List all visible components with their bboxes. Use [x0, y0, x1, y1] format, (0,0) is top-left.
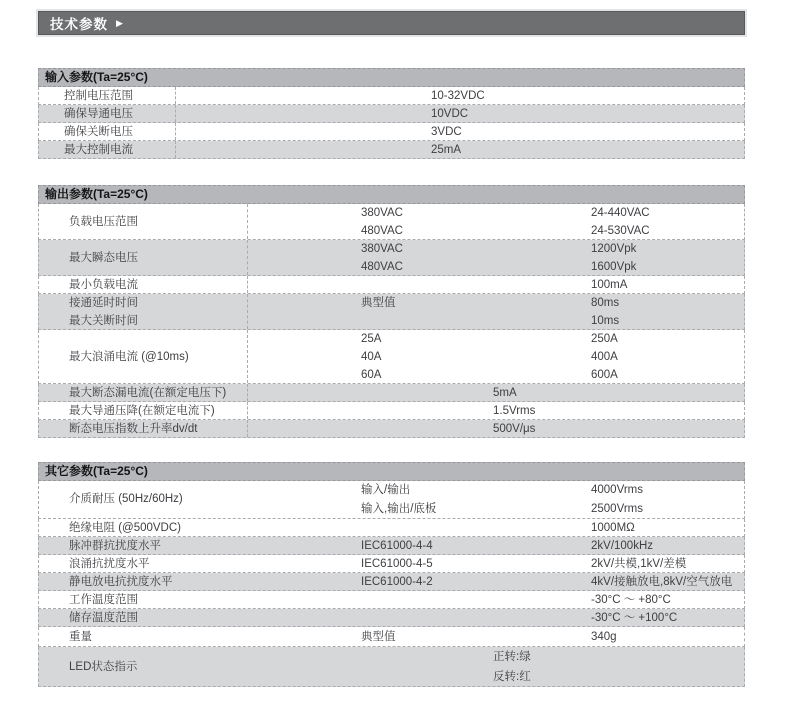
param-value: 10-32VDC [431, 89, 485, 102]
param-value: 340g [591, 630, 617, 643]
param-value: 2kV/100kHz [591, 539, 654, 552]
param-condition [248, 519, 531, 536]
param-value: 1200Vpk 1600Vpk [591, 242, 637, 273]
table-row [38, 240, 745, 276]
param-value: 24-440VAC 24-530VAC [591, 206, 650, 237]
param-label: 最大导通压降(在额定电流下) [39, 402, 248, 419]
param-value: 10VDC [431, 107, 469, 120]
table-row [38, 555, 745, 573]
other-params-table [38, 462, 745, 687]
param-label: 最大瞬态电压 [39, 240, 248, 275]
page-title: 技术参数 [50, 17, 108, 32]
param-label: 脉冲群抗扰度水平 [69, 539, 161, 552]
param-condition [248, 591, 531, 608]
table-row [38, 141, 745, 159]
param-value: 25mA [431, 143, 462, 156]
param-value: 4kV/接触放电,8kV/空气放电 [591, 575, 733, 588]
param-label: 确保关断电压 [39, 123, 176, 140]
param-label: 负载电压范围 [39, 204, 248, 239]
param-condition: IEC61000-4-2 [361, 575, 433, 588]
param-label: 最小负载电流 [39, 276, 248, 293]
param-label: 储存温度范围 [69, 611, 138, 624]
param-label: 最大控制电流 [39, 141, 176, 158]
table-row [38, 402, 745, 420]
param-value: 250A 400A 600A [591, 332, 618, 381]
param-condition: 典型值 [361, 630, 396, 643]
param-condition [248, 276, 531, 293]
table-row [38, 537, 745, 555]
param-label: 介质耐压 (50Hz/60Hz) [69, 493, 183, 505]
param-label: 确保导通电压 [39, 105, 176, 122]
table-row [38, 420, 745, 438]
param-value: -30°C ～ +80°C [591, 593, 671, 606]
table-row [38, 384, 745, 402]
table-row [38, 330, 745, 384]
param-value: 5mA [493, 386, 517, 399]
param-condition: 380VAC 480VAC [361, 242, 403, 273]
table-section-header: 输出参数(Ta=25°C) [38, 185, 745, 204]
table-row [38, 105, 745, 123]
table-row [38, 294, 745, 330]
param-condition: 输入/输出 输入,输出/底板 [361, 483, 437, 515]
table-row [38, 519, 745, 537]
table-section-header: 其它参数(Ta=25°C) [38, 462, 745, 481]
tech-params-title-bar [38, 11, 745, 35]
output-params-table [38, 185, 745, 438]
table-row [38, 87, 745, 105]
table-row [38, 276, 745, 294]
table-row [38, 573, 745, 591]
param-condition: IEC61000-4-5 [361, 557, 433, 570]
param-label: 重量 [69, 630, 92, 643]
param-value: 500V/μs [493, 422, 536, 435]
param-value: 3VDC [431, 125, 462, 138]
param-condition: 典型值 [361, 297, 396, 309]
param-label: 工作温度范围 [69, 593, 138, 606]
input-params-table [38, 68, 745, 159]
param-condition: 380VAC 480VAC [361, 206, 403, 237]
param-label: 断态电压指数上升率dv/dt [39, 420, 248, 437]
arrow-right-icon: ▶ [116, 17, 123, 28]
param-label: LED状态指示 [69, 660, 138, 673]
param-label: 最大断态漏电流(在额定电压下) [39, 384, 248, 401]
table-row [38, 591, 745, 609]
param-value: 正转:绿 反转:红 [493, 650, 531, 683]
param-value: 1000MΩ [591, 521, 635, 534]
param-label: 控制电压范围 [39, 87, 176, 104]
param-label: 接通延时时间 最大关断时间 [39, 294, 248, 329]
table-section-header: 输入参数(Ta=25°C) [38, 68, 745, 87]
param-condition [248, 609, 531, 626]
param-label: 浪涌抗扰度水平 [69, 557, 150, 570]
param-condition: 25A 40A 60A [361, 332, 382, 381]
param-label: 绝缘电阻 (@500VDC) [69, 521, 181, 534]
param-label: 最大浪涌电流 (@10ms) [39, 330, 248, 383]
param-value: 100mA [591, 278, 628, 291]
param-value: 2kV/共模,1kV/差模 [591, 557, 687, 570]
table-row [38, 647, 745, 687]
table-row [38, 627, 745, 647]
param-value: 80ms 10ms [591, 296, 620, 327]
param-condition: IEC61000-4-4 [361, 539, 433, 552]
table-row [38, 204, 745, 240]
table-row [38, 609, 745, 627]
param-value: 1.5Vrms [493, 404, 536, 417]
table-row [38, 123, 745, 141]
table-row [38, 481, 745, 519]
param-value: 4000Vrms 2500Vrms [591, 483, 643, 515]
param-value: -30°C ～ +100°C [591, 611, 678, 624]
param-label: 静电放电抗扰度水平 [69, 575, 173, 588]
